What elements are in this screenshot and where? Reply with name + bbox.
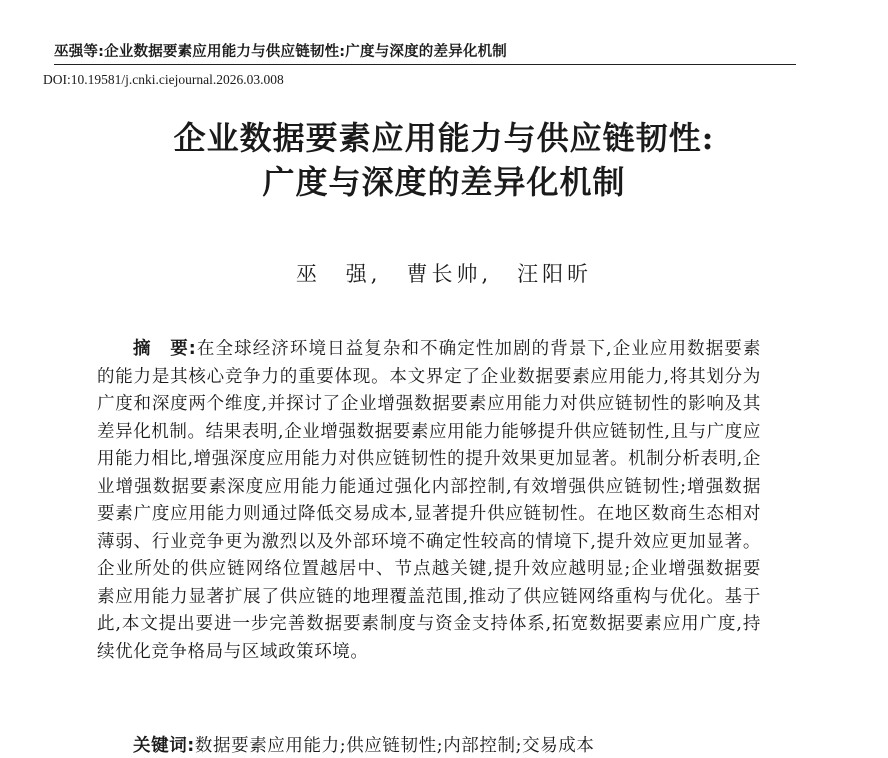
abstract-label: 摘 要: (133, 339, 197, 359)
keywords-label: 关键词: (133, 736, 195, 756)
keywords-text: 数据要素应用能力;供应链韧性;内部控制;交易成本 (194, 736, 595, 756)
paper-title-line1: 企业数据要素应用能力与供应链韧性: (173, 119, 715, 157)
paper-title (0, 116, 888, 204)
running-header: 巫强等:企业数据要素应用能力与供应链韧性:广度与深度的差异化机制 (54, 40, 796, 65)
abstract-text: 在全球经济环境日益复杂和不确定性加剧的背景下,企业应用数据要素的能力是其核心竞争力的重要体现。本文界定了企业数据要素应用能力,将其划分为广度和深度两个维度,并探讨了企业增强数据要素应用能力对供应链韧性的影响及其差异化机制。结果表明,企业增强数据要素应用能力能够提升供应链韧性,且与广度应用能力相比,增强深度应用能力对供应链韧性的提升效果更加显著。机制分析表明,企业增强数据要素深度应用能力能通过强化内部控制,有效增强供应链韧性;增强数据要素广度应用能力则通过降低交易成本,显著提升供应链韧性。在地区数商生态相对薄弱、行业竞争更为激烈以及外部环境不确定性较高的情境下,提升效应更加显著。企业所处的供应链网络位置越居中、节点越关键,提升效应越明显;企业增强数据要素应用能力显著扩展了供应链的地理覆盖范围,推动了供应链网络重构与优化。基于此,本文提出要进一步完善数据要素制度与资金支持体系,拓宽数据要素应用广度,持续优化竞争格局与区域政策环境。 (97, 339, 761, 662)
paper-title-line2: 广度与深度的差异化机制 (262, 163, 626, 201)
keywords (133, 734, 773, 758)
doi: DOI:10.19581/j.cnki.ciejournal.2026.03.008 (43, 72, 284, 87)
abstract (97, 336, 761, 666)
authors: 巫 强, 曹长帅, 汪阳昕 (295, 262, 593, 286)
